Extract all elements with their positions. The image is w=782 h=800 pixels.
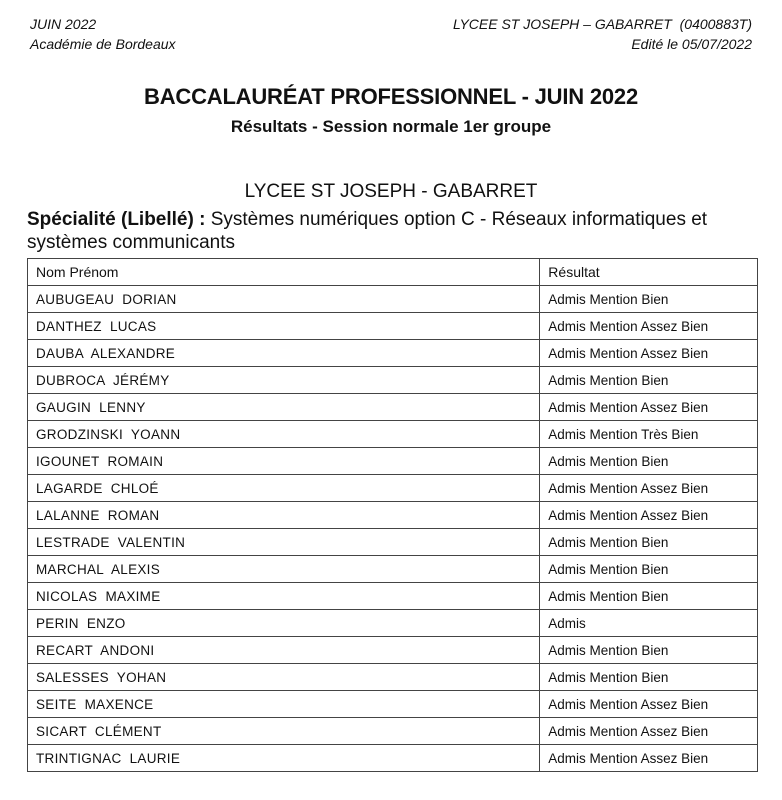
student-name: LAGARDE CHLOÉ — [28, 475, 540, 502]
student-name: NICOLAS MAXIME — [28, 583, 540, 610]
school-code-line: LYCEE ST JOSEPH – GABARRET (0400883T) — [452, 16, 752, 32]
student-result: Admis Mention Assez Bien — [540, 313, 758, 340]
student-name: SEITE MAXENCE — [28, 691, 540, 718]
table-row — [28, 637, 758, 664]
table-row — [28, 340, 758, 367]
student-result: Admis Mention Assez Bien — [540, 502, 758, 529]
table-row — [28, 286, 758, 313]
header-right — [453, 14, 752, 54]
student-result: Admis Mention Bien — [540, 367, 758, 394]
table-row — [28, 394, 758, 421]
student-name: GAUGIN LENNY — [28, 394, 540, 421]
table-row — [28, 718, 758, 745]
specialty-label: Spécialité (Libellé) : — [27, 209, 206, 230]
table-row — [28, 502, 758, 529]
table-row — [28, 367, 758, 394]
column-header-result: Résultat — [540, 259, 758, 286]
student-result: Admis Mention Assez Bien — [540, 475, 758, 502]
edition-date: Edité le 05/07/2022 — [631, 36, 752, 52]
student-name: DUBROCA JÉRÉMY — [28, 367, 540, 394]
specialty-value: Systèmes numériques option C - Réseaux informatiques et systèmes communicants — [27, 209, 708, 253]
student-name: TRINTIGNAC LAURIE — [28, 745, 540, 772]
page-title: BACCALAURÉAT PROFESSIONNEL - JUIN 2022 — [144, 84, 638, 109]
results-table — [27, 258, 758, 772]
student-name: SALESSES YOHAN — [28, 664, 540, 691]
student-result: Admis Mention Bien — [540, 286, 758, 313]
student-name: SICART CLÉMENT — [28, 718, 540, 745]
student-name: DAUBA ALEXANDRE — [28, 340, 540, 367]
student-result: Admis Mention Bien — [540, 637, 758, 664]
school-name: LYCEE ST JOSEPH - GABARRET — [244, 181, 538, 202]
student-result: Admis Mention Assez Bien — [540, 394, 758, 421]
student-name: PERIN ENZO — [28, 610, 540, 637]
table-row — [28, 421, 758, 448]
table-row — [28, 556, 758, 583]
table-row — [28, 448, 758, 475]
table-header-row — [28, 259, 758, 286]
table-row — [28, 691, 758, 718]
student-result: Admis Mention Assez Bien — [540, 718, 758, 745]
column-header-name: Nom Prénom — [28, 259, 540, 286]
table-row — [28, 610, 758, 637]
table-row — [28, 475, 758, 502]
student-name: RECART ANDONI — [28, 637, 540, 664]
results-body — [28, 286, 758, 772]
table-row — [28, 745, 758, 772]
student-name: MARCHAL ALEXIS — [28, 556, 540, 583]
session-date: JUIN 2022 — [30, 16, 97, 32]
student-result: Admis Mention Assez Bien — [540, 745, 758, 772]
student-result: Admis Mention Bien — [540, 448, 758, 475]
student-name: GRODZINSKI YOANN — [28, 421, 540, 448]
student-name: DANTHEZ LUCAS — [28, 313, 540, 340]
student-result: Admis Mention Très Bien — [540, 421, 758, 448]
student-name: LALANNE ROMAN — [28, 502, 540, 529]
table-row — [28, 664, 758, 691]
table-row — [28, 583, 758, 610]
table-row — [28, 313, 758, 340]
student-name: AUBUGEAU DORIAN — [28, 286, 540, 313]
student-name: IGOUNET ROMAIN — [28, 448, 540, 475]
student-result: Admis Mention Assez Bien — [540, 691, 758, 718]
student-result: Admis Mention Bien — [540, 529, 758, 556]
student-result: Admis Mention Assez Bien — [540, 340, 758, 367]
specialty — [27, 208, 747, 254]
student-name: LESTRADE VALENTIN — [28, 529, 540, 556]
student-result: Admis Mention Bien — [540, 556, 758, 583]
student-result: Admis — [540, 610, 758, 637]
student-result: Admis Mention Bien — [540, 664, 758, 691]
table-row — [28, 529, 758, 556]
header-left — [30, 14, 176, 54]
academy: Académie de Bordeaux — [30, 36, 176, 52]
student-result: Admis Mention Bien — [540, 583, 758, 610]
page-subtitle: Résultats - Session normale 1er groupe — [230, 117, 552, 136]
